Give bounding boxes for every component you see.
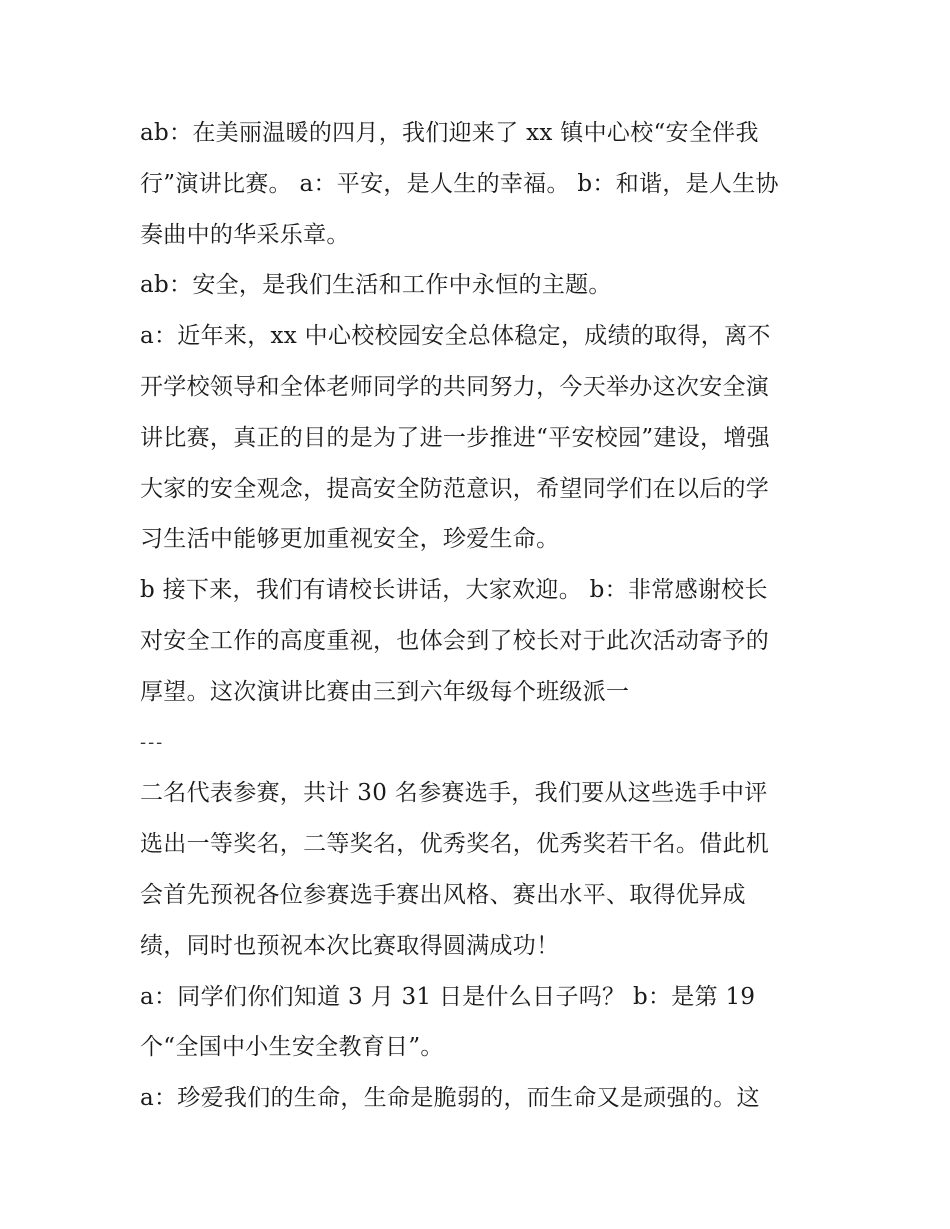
page-separator: --- (140, 731, 165, 753)
text-line: 绩，同时也预祝本次比赛取得圆满成功！ (140, 932, 560, 959)
text-line: a：同学们你们知道 3 月 31 日是什么日子吗？ b：是第 19 (140, 983, 756, 1010)
text-line: a：珍爱我们的生命，生命是脆弱的，而生命又是顽强的。这 (140, 1085, 760, 1112)
text-line: 选出一等奖名，二等奖名，优秀奖名，优秀奖若干名。借此机 (140, 831, 770, 858)
text-line: 对安全工作的高度重视，也体会到了校长对于此次活动寄予的 (140, 627, 770, 654)
text-line: 奏曲中的华采乐章。 (140, 221, 350, 248)
text-line: 开学校领导和全体老师同学的共同努力，今天举办这次安全演 (140, 373, 770, 400)
text-line: 个“全国中小生安全教育日”。 (140, 1034, 444, 1061)
text-line: ab：安全，是我们生活和工作中永恒的主题。 (140, 272, 612, 299)
text-line: 讲比赛，真正的目的是为了进一步推进“平安校园”建设，增强 (140, 424, 770, 451)
text-line: 习生活中能够更加重视安全，珍爱生命。 (140, 526, 560, 553)
text-line: 行”演讲比赛。 a：平安，是人生的幸福。 b：和谐，是人生协 (140, 170, 779, 197)
text-line: a：近年来，xx 中心校校园安全总体稳定，成绩的取得，离不 (140, 323, 771, 350)
text-line: 大家的安全观念，提高安全防范意识，希望同学们在以后的学 (140, 475, 770, 502)
text-line: 会首先预祝各位参赛选手赛出风格、赛出水平、取得优异成 (140, 881, 746, 908)
text-line: ab：在美丽温暖的四月，我们迎来了 xx 镇中心校“安全伴我 (140, 120, 759, 146)
text-line: b 接下来，我们有请校长讲话，大家欢迎。 b：非常感谢校长 (140, 577, 768, 604)
text-line: 二名代表参赛，共计 30 名参赛选手，我们要从这些选手中评 (140, 780, 768, 807)
text-line: 厚望。这次演讲比赛由三到六年级每个班级派一 (140, 678, 630, 705)
document-body (140, 108, 830, 1124)
